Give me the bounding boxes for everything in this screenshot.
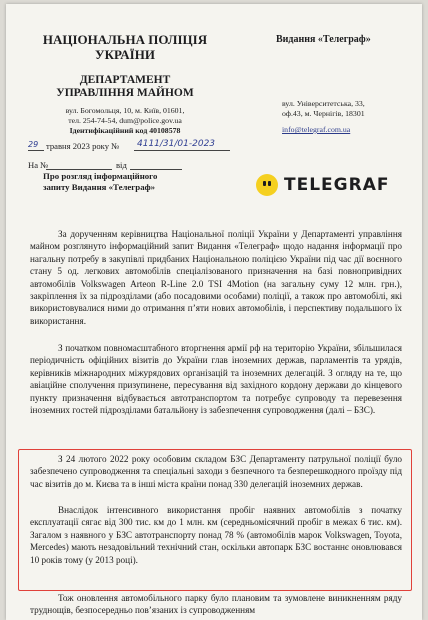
body-paragraph-2: З початком повномасштабного вторгнення армії рф на територію України, збільшилася періодичність офіційних візитів до України глав іноземних держав, парламентів та урядів, керівників міжнародних міжурядових організацій та іноземних делегацій. З огляду на те, що авіаційне сполучення призупинене, пересування від західного кордону держави до кінцевого пункту призначення відбувається автотранспортом та потребує супроводу та перевезення іноземних гостей підрозділами батальйону із забезпечення супроводження (далі – БЗС). (30, 343, 402, 416)
date-day: 29 (28, 140, 39, 149)
body-paragraph-3: З 24 лютого 2022 року особовим складом БЗС Департаменту патрульної поліції було забезпечено супроводження та спеціальні заходи з безпечного та безперешкодного проїзду під час візитів до м. Києва та в інші міста країни понад 330 делегацій іноземних держав. (30, 454, 402, 489)
ref-number-line (46, 169, 112, 170)
ref-prefix: На № (28, 160, 49, 170)
sender-org-line2: УКРАЇНИ (95, 47, 155, 62)
subject-line2: запиту Видання «Телеграф» (43, 182, 156, 192)
recipient-title: Видання «Телеграф» (276, 34, 371, 45)
telegraf-logo-text: TELEGRAF (284, 175, 390, 195)
body-paragraph-1: За дорученням керівництва Національної поліції України у Департаменті управління майном розглянуто інформаційний запит Видання «Телеграф» щодо надання інформації про нагальну потребу в закупівлі придбаних Національною поліцією України під час дії воєнного стану 5 од. легкових автомобілів спеціалізованого призначення на базі повнопривідних автомобілів Volkswagen Arteon R-Line 2.0 TSI 4Motion (на загальну суму 12 млн. грн.), закріплення їх за підрозділами (або посадовими особами) поліції, а також про автомобілі, які використовувалися ними до отримання п’яти нових автомобілів, і перспективу подальшого їх використання. (30, 229, 402, 326)
sender-phone-email: тел. 254-74-54, dum@police.gov.ua (68, 116, 182, 125)
recipient-email[interactable]: info@telegraf.com.ua (282, 125, 351, 134)
recipient-address1: вул. Університетська, 33, (282, 99, 365, 108)
body-paragraph-5: Тож оновлення автомобільного парку було плановим та зумовлене виникненням ряду труднощів, безпосередньо пов’язаних із супроводженням (30, 593, 402, 616)
sender-address: вул. Богомольця, 10, м. Київ, 01601, (65, 106, 185, 115)
sender-dept-line1: ДЕПАРТАМЕНТ (79, 74, 171, 86)
date-month-year: травня 2023 року № (46, 141, 120, 151)
date-day-underline (28, 150, 44, 151)
sender-org-line1: НАЦІОНАЛЬНА ПОЛІЦІЯ (42, 32, 208, 47)
sender-id-code: Ідентифікаційний код 40108578 (69, 126, 181, 135)
highlight-box (18, 449, 412, 591)
telegraf-logo-icon (256, 174, 278, 196)
sender-dept-line2: УПРАВЛІННЯ МАЙНОМ (56, 87, 194, 99)
letter-page (6, 4, 422, 620)
ref-date-line (130, 169, 182, 170)
outgoing-number: 4111/31/01-2023 (137, 139, 216, 149)
body-paragraph-4: Внаслідок інтенсивного використання пробіг наявних автомобілів з початку експлуатації сягає від 300 тис. км до 1 млн. км (середньомісячний пробіг в межах 6 тис. км). Загалом з наявного у БЗС автотранспорту понад 78 % (автомобілів марок Volkswagen, Toyota, Mercedes) мають незадовільний технічний стан, оскільки автопарк БЗС востаннє оновлювався 10 років тому (у 2013 році). (30, 505, 402, 565)
number-underline (134, 150, 230, 151)
subject-line1: Про розгляд інформаційного (43, 171, 158, 181)
recipient-address2: оф.43, м. Чернігів, 18301 (282, 109, 365, 118)
ref-from: від (116, 160, 127, 170)
